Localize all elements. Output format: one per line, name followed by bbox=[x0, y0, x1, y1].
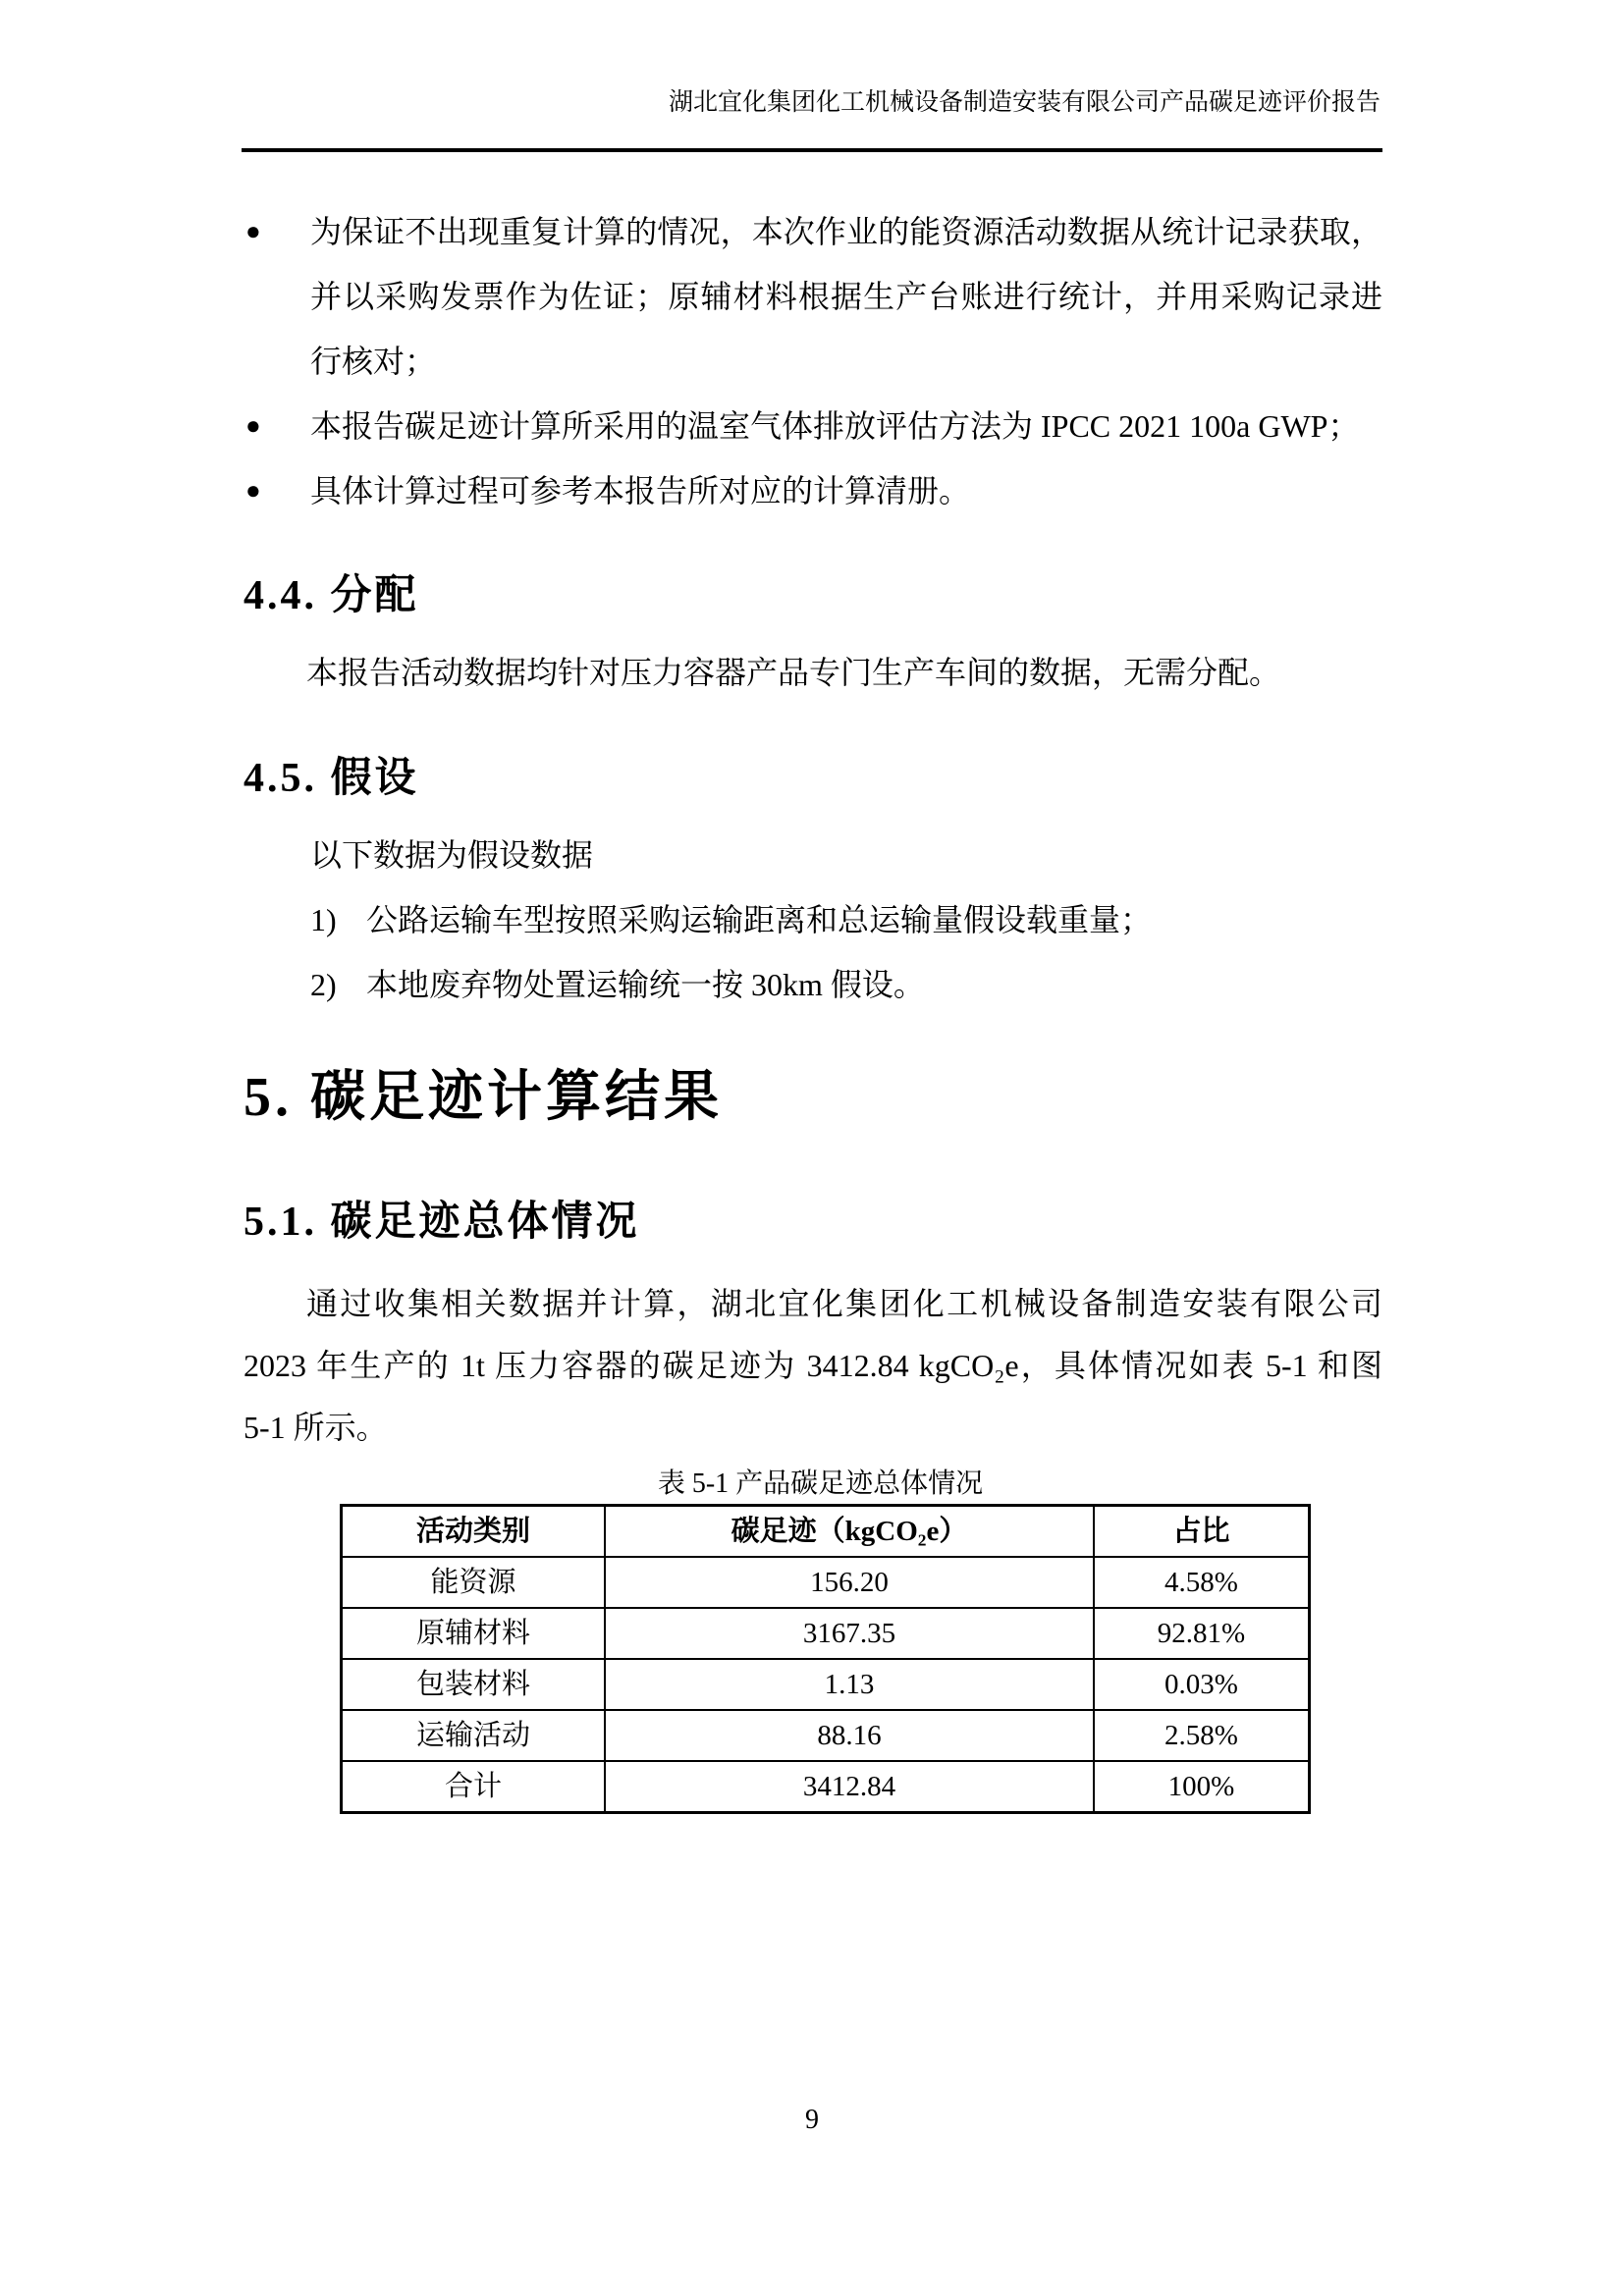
section-heading-4-5: 4.5. 假设 bbox=[244, 756, 419, 801]
table-cell: 包装材料 bbox=[342, 1659, 606, 1710]
table-row bbox=[342, 1659, 1310, 1710]
table-cell: 88.16 bbox=[605, 1710, 1094, 1761]
table-cell: 100% bbox=[1094, 1761, 1310, 1813]
bullet-item bbox=[244, 394, 1382, 458]
numbered-item bbox=[244, 887, 1382, 952]
bullet-text-line: 行核对； bbox=[310, 344, 437, 379]
section-4-4-paragraph bbox=[244, 640, 1382, 705]
paragraph-line: 5-1 所示。 bbox=[244, 1410, 388, 1445]
table-row bbox=[342, 1557, 1310, 1608]
header-title: 湖北宜化集团化工机械设备制造安装有限公司产品碳足迹评价报告 bbox=[668, 89, 1380, 116]
item-number: 1) bbox=[310, 902, 337, 937]
table-cell: 92.81% bbox=[1094, 1608, 1310, 1659]
item-text: 公路运输车型按照采购运输距离和总运输量假设载重量； bbox=[366, 902, 1153, 937]
table-header-cell: 活动类别 bbox=[342, 1506, 606, 1558]
table-cell: 运输活动 bbox=[342, 1710, 606, 1761]
table-caption: 表 5-1 产品碳足迹总体情况 bbox=[657, 1468, 984, 1499]
table-cell: 3412.84 bbox=[605, 1761, 1094, 1813]
numbered-item bbox=[244, 952, 1382, 1017]
bullet-text-line: 本报告碳足迹计算所采用的温室气体排放评估方法为 IPCC 2021 100a GWP； bbox=[310, 408, 1360, 444]
bullet-item bbox=[244, 458, 1382, 523]
table-cell: 4.58% bbox=[1094, 1557, 1310, 1608]
page-number: 9 bbox=[805, 2105, 819, 2135]
paragraph-line: 2023 年生产的 1t 压力容器的碳足迹为 3412.84 kgCO₂e，具体情况如表 5-1 和图 bbox=[244, 1348, 1382, 1383]
table-header-cell: 碳足迹（kgCO₂e） bbox=[605, 1506, 1094, 1558]
table-cell: 合计 bbox=[342, 1761, 606, 1813]
table-cell: 2.58% bbox=[1094, 1710, 1310, 1761]
table-cell: 原辅材料 bbox=[342, 1608, 606, 1659]
bullet-item bbox=[244, 199, 1382, 394]
bullet-marker-icon: ● bbox=[245, 411, 261, 440]
item-number: 2) bbox=[310, 967, 337, 1002]
table-cell: 能资源 bbox=[342, 1557, 606, 1608]
bullet-text-line: 并以采购发票作为佐证；原辅材料根据生产台账进行统计，并用采购记录进 bbox=[310, 279, 1382, 314]
paragraph-line: 以下数据为假设数据 bbox=[310, 837, 594, 873]
section-5-1-paragraph bbox=[244, 1273, 1382, 1459]
bullet-text-line: 为保证不出现重复计算的情况，本次作业的能资源活动数据从统计记录获取， bbox=[310, 214, 1382, 249]
table-row bbox=[342, 1710, 1310, 1761]
section-heading-4-4: 4.4. 分配 bbox=[244, 573, 419, 618]
item-text: 本地废弃物处置运输统一按 30km 假设。 bbox=[366, 967, 925, 1002]
table-row bbox=[342, 1761, 1310, 1813]
bullet-list bbox=[244, 199, 1382, 523]
paragraph-line: 本报告活动数据均针对压力容器产品专门生产车间的数据，无需分配。 bbox=[306, 655, 1281, 690]
table-header-row bbox=[342, 1506, 1310, 1558]
bullet-text-line: 具体计算过程可参考本报告所对应的计算清册。 bbox=[310, 473, 971, 508]
table-cell: 3167.35 bbox=[605, 1608, 1094, 1659]
bullet-marker-icon: ● bbox=[245, 217, 261, 245]
header-rule bbox=[242, 148, 1382, 152]
paragraph-line: 通过收集相关数据并计算，湖北宜化集团化工机械设备制造安装有限公司 bbox=[306, 1286, 1382, 1321]
section-heading-5-1: 5.1. 碳足迹总体情况 bbox=[244, 1200, 640, 1245]
chapter-heading-5: 5. 碳足迹计算结果 bbox=[244, 1067, 723, 1128]
bullet-marker-icon: ● bbox=[245, 476, 261, 505]
table-row bbox=[342, 1608, 1310, 1659]
section-4-5-paragraph bbox=[244, 823, 1382, 1017]
table-cell: 0.03% bbox=[1094, 1659, 1310, 1710]
table-cell: 1.13 bbox=[605, 1659, 1094, 1710]
table-header-cell: 占比 bbox=[1094, 1506, 1310, 1558]
carbon-footprint-summary-table bbox=[340, 1504, 1311, 1814]
table-cell: 156.20 bbox=[605, 1557, 1094, 1608]
